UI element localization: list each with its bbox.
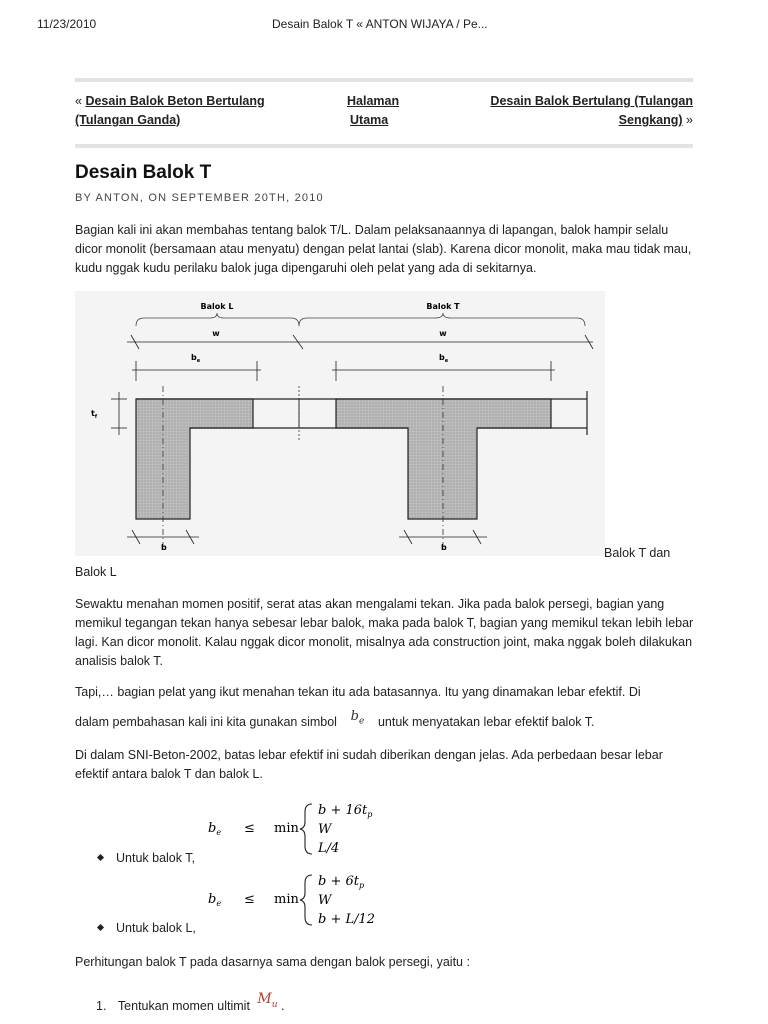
- paragraph-effective-width-b: [75, 709, 695, 738]
- bullet-text: Untuk balok L,: [116, 921, 196, 935]
- para2-text-c: untuk menyatakan lebar efektif balok T.: [377, 715, 595, 729]
- post-title: Desain Balok T: [75, 162, 212, 183]
- label-b-left: b: [161, 543, 167, 552]
- svg-text:W: W: [318, 822, 332, 837]
- step-end: .: [281, 999, 285, 1013]
- svg-text:be: $b_e$: [208, 821, 222, 837]
- label-w-left: w: [212, 329, 220, 338]
- next-arrow: »: [686, 113, 693, 127]
- be-symbol: $b_e$: [350, 709, 365, 727]
- prev-post-link[interactable]: Desain Balok Beton Bertulang (Tulangan Ganda): [75, 94, 265, 127]
- para2-text-b: dalam pembahasan kali ini kita gunakan simbol: [75, 715, 337, 729]
- svg-text:b + 6tp: $b + 6t_p$: [318, 874, 365, 890]
- svg-text:W: W: [318, 893, 332, 908]
- mu-symbol: $M_u$: [257, 991, 278, 1010]
- svg-text:be: $b_e$: [191, 353, 201, 364]
- svg-text:min: min: [274, 821, 299, 836]
- post-navigation: [75, 78, 693, 148]
- step-list-item: [96, 991, 285, 1017]
- svg-text:≤: ≤: [244, 821, 255, 836]
- label-balok-t: Balok T: [426, 302, 460, 311]
- step-text: Tentukan momen ultimit: [117, 999, 250, 1013]
- paragraph-sni: Di dalam SNI-Beton-2002, batas lebar efektif ini sudah diberikan dengan jelas. Ada perbedaan besar lebar efektif antara balok T dan balok L.: [75, 748, 663, 781]
- print-header: [0, 17, 768, 35]
- svg-text:L/4: L/4: [318, 841, 340, 856]
- figure-caption-line2: Balok L: [75, 565, 117, 579]
- paragraph-perhitungan: Perhitungan balok T pada dasarnya sama dengan balok persegi, yaitu :: [75, 955, 470, 969]
- home-link-line1[interactable]: Halaman: [347, 94, 400, 108]
- print-date: 11/23/2010: [37, 17, 97, 31]
- formula-balok-l: [200, 869, 400, 929]
- nav-next: [453, 92, 693, 130]
- formula-balok-t: [200, 798, 400, 858]
- prev-arrow: «: [75, 94, 82, 108]
- nav-prev: [75, 92, 305, 130]
- label-w-right: w: [439, 329, 447, 338]
- nav-home: [347, 92, 417, 130]
- label-b-right: b: [441, 543, 447, 552]
- step-number: 1.: [96, 999, 107, 1013]
- svg-text:be: $b_e$: [439, 353, 449, 364]
- home-link-line2[interactable]: Utama: [350, 113, 389, 127]
- bullet-dot: [97, 924, 104, 931]
- intro-paragraph: Bagian kali ini akan membahas tentang balok T/L. Dalam pelaksanaannya di lapangan, balok hampir selalu dicor monolit (bersamaan atau menyatu) dengan pelat lantai (slab). Karena dicor monolit, maka mau tidak mau, kudu nggak kudu perilaku balok juga dipengaruhi oleh pelat yang ada di sekitarnya.: [75, 223, 692, 275]
- post-byline: BY ANTON, ON SEPTEMBER 20TH, 2010: [75, 192, 324, 204]
- figure-caption-line1: Balok T dan: [604, 546, 671, 560]
- next-post-link[interactable]: Desain Balok Bertulang (Tulangan Sengkang): [490, 94, 693, 127]
- print-page-title: Desain Balok T « ANTON WIJAYA / Pe...: [272, 17, 488, 31]
- label-balok-l: Balok L: [200, 302, 234, 311]
- svg-text:be: $b_e$: [208, 892, 222, 908]
- svg-text:b + 16tp: $b + 16t_p$: [318, 803, 373, 819]
- paragraph-effective-width-a: Tapi,… bagian pelat yang ikut menahan tekan itu ada batasannya. Itu yang dinamakan lebar efektif. Di: [75, 685, 641, 699]
- bullet-dot: [97, 854, 104, 861]
- paragraph-moment: Sewaktu menahan momen positif, serat atas akan mengalami tekan. Jika pada balok persegi, bagian yang memikul tegangan tekan hanya sebesar lebar balok, maka pada balok T, bagian yang memikul tekan lebih lebar lagi. Kan dicor monolit. Kalau nggak dicor monolit, misalnya ada construction joint, maka nggak boleh dilakukan analisis balok T.: [75, 597, 694, 668]
- svg-text:min: min: [274, 892, 299, 907]
- svg-text:≤: ≤: [244, 892, 255, 907]
- bullet-text: Untuk balok T,: [116, 851, 195, 865]
- svg-text:b + L/12: b + L/12: [318, 912, 376, 927]
- svg-text:tf: $t_f$: [91, 409, 98, 420]
- beam-diagram: [75, 291, 605, 556]
